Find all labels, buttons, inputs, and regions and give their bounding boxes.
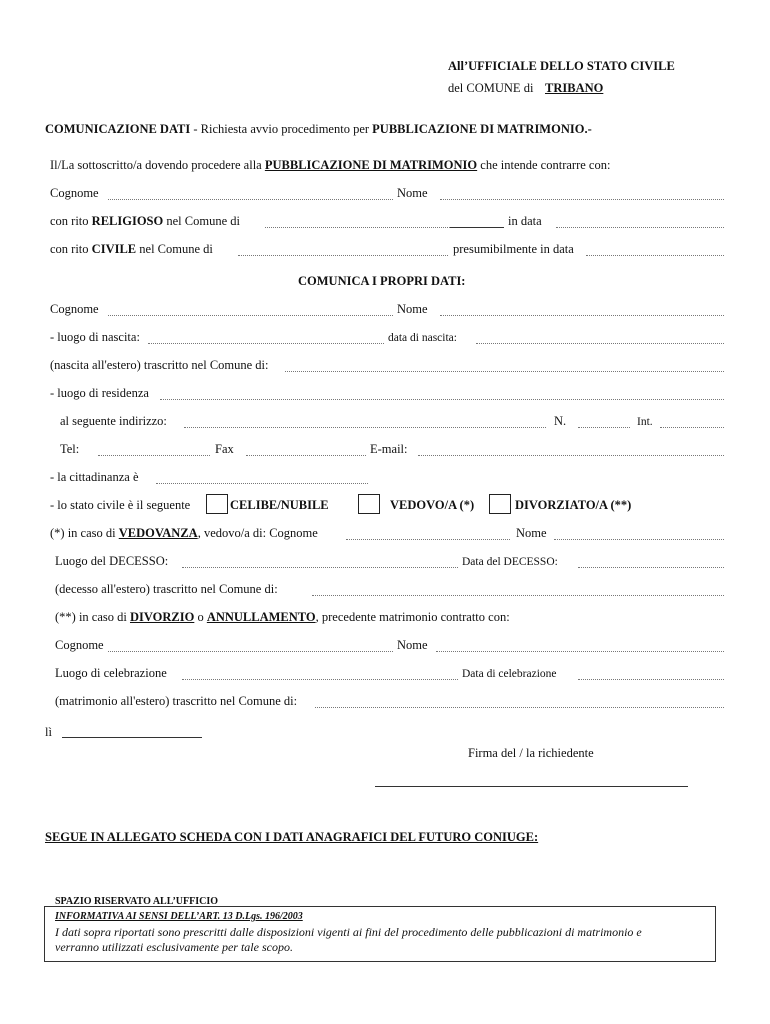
section-title: COMUNICA I PROPRI DATI: — [298, 274, 466, 288]
divorzio-cognome-field[interactable] — [108, 651, 393, 652]
fax-label: Fax — [215, 442, 234, 456]
informativa-title: INFORMATIVA AI SENSI DELL’ART. 13 D.Lgs. 196/2003 — [55, 911, 303, 922]
firma-field[interactable] — [375, 786, 688, 787]
rito-civile-line — [50, 242, 213, 257]
rito-religioso-post: nel Comune di — [166, 214, 240, 228]
rito-civile-comune-field[interactable] — [238, 255, 448, 256]
comune-name: TRIBANO — [545, 81, 604, 95]
vedovanza-post: , vedovo/a di: Cognome — [197, 526, 318, 540]
li-label: lì — [45, 725, 52, 739]
interno-label: Int. — [637, 416, 653, 428]
rito-religioso-keyword: RELIGIOSO — [91, 214, 164, 228]
divorziato-label: DIVORZIATO/A (**) — [515, 498, 632, 512]
own-nome-label: Nome — [397, 302, 428, 316]
subject-line — [45, 122, 592, 137]
matrimonio-estero-field[interactable] — [315, 707, 724, 708]
subject-tail: PUBBLICAZIONE DI MATRIMONIO.- — [372, 122, 592, 136]
rito-civile-data-field[interactable] — [586, 255, 724, 256]
subject-middle: - Richiesta avvio procedimento per — [193, 122, 370, 136]
luogo-residenza-label: - luogo di residenza — [50, 386, 149, 400]
luogo-celebrazione-label: Luogo di celebrazione — [55, 666, 167, 680]
numero-label: N. — [554, 414, 567, 428]
own-cognome-field[interactable] — [108, 315, 393, 316]
vedovanza-line — [50, 526, 318, 541]
own-nome-field[interactable] — [440, 315, 724, 316]
decesso-estero-field[interactable] — [312, 595, 724, 596]
matrimonio-estero-label: (matrimonio all'estero) trascritto nel Comune di: — [55, 694, 298, 708]
data-nascita-field[interactable] — [476, 343, 724, 344]
annullamento-keyword: ANNULLAMENTO — [206, 610, 316, 624]
informativa-line2: verranno utilizzati esclusivamente per tale scopo. — [55, 940, 293, 954]
rito-civile-keyword: CIVILE — [91, 242, 137, 256]
cittadinanza-field[interactable] — [156, 483, 368, 484]
in-data-label: in data — [508, 214, 542, 228]
decesso-estero-label: (decesso all'estero) trascritto nel Comune di: — [55, 582, 278, 596]
subject-label: COMUNICAZIONE DATI — [45, 122, 191, 136]
cittadinanza-label: - la cittadinanza è — [50, 470, 139, 484]
nascita-estero-field[interactable] — [285, 371, 724, 372]
rito-civile-pre: con rito — [50, 242, 89, 256]
divorzio-pre: (**) in caso di — [55, 610, 127, 624]
divorzio-post: , precedente matrimonio contratto con: — [315, 610, 510, 624]
rito-religioso-data-field[interactable] — [556, 227, 724, 228]
intro-part1: Il/La sottoscritto/a dovendo procedere alla — [50, 158, 262, 172]
intro-part2: PUBBLICAZIONE DI MATRIMONIO — [264, 158, 478, 172]
nascita-estero-label: (nascita all'estero) trascritto nel Comune di: — [50, 358, 269, 372]
vedovo-checkbox[interactable] — [358, 494, 380, 514]
rito-religioso-line — [50, 214, 240, 229]
informativa-line1: I dati sopra riportati sono prescritti dalle disposizioni vigenti ai fini del procedimento delle pubblicazioni di matrimonio e — [55, 925, 642, 939]
vedovanza-cognome-field[interactable] — [346, 539, 510, 540]
tel-label: Tel: — [60, 442, 80, 456]
luogo-residenza-field[interactable] — [160, 399, 724, 400]
divorzio-line — [55, 610, 510, 625]
intro-part3: che intende contrarre con: — [480, 158, 611, 172]
luogo-nascita-field[interactable] — [148, 343, 384, 344]
spouse-cognome-field[interactable] — [108, 199, 393, 200]
spouse-cognome-label: Cognome — [50, 186, 99, 200]
rito-religioso-comune-field[interactable] — [265, 227, 450, 228]
vedovo-label: VEDOVO/A (*) — [390, 498, 475, 512]
li-field[interactable] — [62, 737, 202, 738]
vedovanza-pre: (*) in caso di — [50, 526, 116, 540]
divorziato-checkbox[interactable] — [489, 494, 511, 514]
vedovanza-nome-field[interactable] — [554, 539, 724, 540]
numero-field[interactable] — [578, 427, 630, 428]
luogo-nascita-label: - luogo di nascita: — [50, 330, 140, 344]
firma-label: Firma del / la richiedente — [468, 746, 594, 760]
rito-civile-post: nel Comune di — [139, 242, 213, 256]
tel-field[interactable] — [98, 455, 210, 456]
celibe-label: CELIBE/NUBILE — [230, 498, 329, 512]
data-celebrazione-label: Data di celebrazione — [462, 668, 557, 680]
data-celebrazione-field[interactable] — [578, 679, 724, 680]
luogo-decesso-field[interactable] — [182, 567, 458, 568]
indirizzo-label: al seguente indirizzo: — [60, 414, 167, 428]
luogo-decesso-label: Luogo del DECESSO: — [55, 554, 169, 568]
intro-line — [50, 158, 610, 173]
vedovanza-keyword: VEDOVANZA — [118, 526, 198, 540]
email-label: E-mail: — [370, 442, 408, 456]
data-nascita-label: data di nascita: — [388, 332, 457, 344]
ufficio-label: SPAZIO RISERVATO ALL’UFFICIO — [55, 896, 219, 907]
own-cognome-label: Cognome — [50, 302, 99, 316]
fax-field[interactable] — [246, 455, 366, 456]
rito-religioso-comune-field-end[interactable] — [450, 227, 504, 228]
addressee: All’UFFICIALE DELLO STATO CIVILE — [448, 59, 675, 73]
celibe-checkbox[interactable] — [206, 494, 228, 514]
interno-field[interactable] — [660, 427, 724, 428]
spouse-nome-label: Nome — [397, 186, 428, 200]
spouse-nome-field[interactable] — [440, 199, 724, 200]
email-field[interactable] — [418, 455, 724, 456]
rito-religioso-pre: con rito — [50, 214, 89, 228]
stato-civile-label: - lo stato civile è il seguente — [50, 498, 191, 512]
divorzio-nome-field[interactable] — [436, 651, 724, 652]
informativa-box — [44, 906, 716, 962]
vedovanza-nome-label: Nome — [516, 526, 547, 540]
divorzio-nome-label: Nome — [397, 638, 428, 652]
presumibilmente-label: presumibilmente in data — [453, 242, 574, 256]
indirizzo-field[interactable] — [184, 427, 546, 428]
divorzio-keyword: DIVORZIO — [129, 610, 195, 624]
data-decesso-label: Data del DECESSO: — [462, 556, 558, 568]
data-decesso-field[interactable] — [578, 567, 724, 568]
divorzio-mid: o — [197, 610, 204, 624]
divorzio-cognome-label: Cognome — [55, 638, 104, 652]
allegato-notice: SEGUE IN ALLEGATO SCHEDA CON I DATI ANAGRAFICI DEL FUTURO CONIUGE: — [45, 830, 539, 844]
luogo-celebrazione-field[interactable] — [182, 679, 458, 680]
comune-prefix: del COMUNE di — [448, 81, 534, 95]
